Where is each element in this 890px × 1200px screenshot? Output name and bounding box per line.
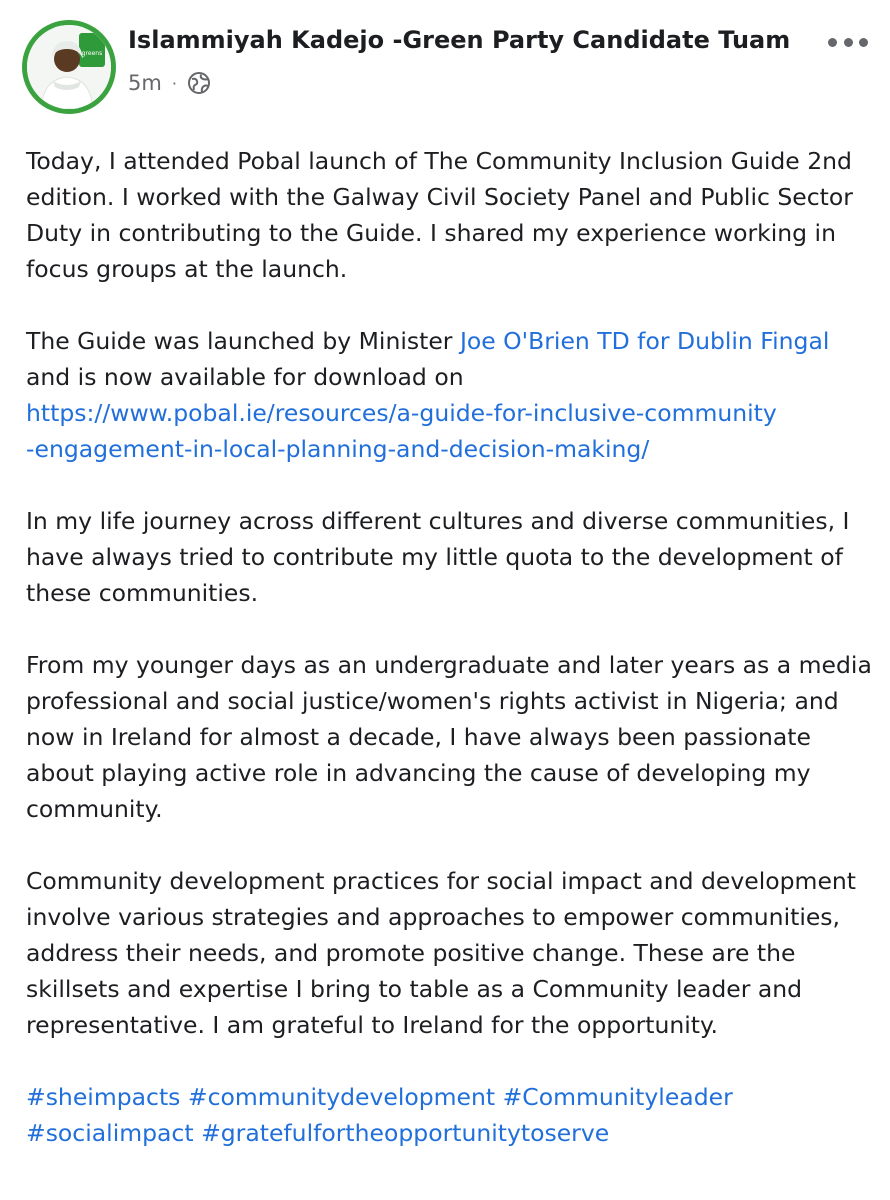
paragraph-guide-launch — [26, 323, 876, 467]
paragraph-text: and is now available for download on — [26, 363, 464, 391]
hashtag-link[interactable]: #gratefulfortheopportunitytoserve — [201, 1119, 610, 1147]
more-options-icon[interactable] — [828, 32, 868, 52]
hashtag-link[interactable]: #Communityleader — [502, 1083, 733, 1111]
post-header — [0, 0, 890, 120]
svg-text:greens: greens — [81, 50, 103, 57]
more-dot — [828, 38, 837, 47]
meta-separator: · — [171, 73, 177, 93]
post-body — [26, 143, 876, 1187]
globe-icon — [187, 71, 211, 95]
mention-link[interactable]: Joe O'Brien TD for Dublin Fingal — [459, 327, 830, 355]
hashtag-link[interactable]: #communitydevelopment — [187, 1083, 496, 1111]
more-dot — [859, 38, 868, 47]
author-name[interactable]: Islammiyah Kadejo -Green Party Candidate Tuam — [128, 26, 791, 54]
download-url-link[interactable]: https://www.pobal.ie/resources/a-guide-for-inclusive-community — [26, 399, 777, 427]
paragraph-text: The Guide was launched by Minister — [26, 327, 460, 355]
paragraph-life-journey: In my life journey across different cultures and diverse communities, I have always tried to contribute my little quota to the development of these communities. — [26, 507, 850, 607]
post-meta — [128, 68, 211, 98]
hashtag-link[interactable]: #socialimpact — [26, 1119, 194, 1147]
timestamp[interactable]: 5m — [128, 71, 162, 95]
hashtag-link[interactable]: #sheimpacts — [26, 1083, 181, 1111]
paragraph-community-development: Community development practices for social impact and development involve various strategies and approaches to empower communities, address their needs, and promote positive change. These are the skillsets and expertise I bring to table as a Community leader and representative. I am grateful to Ireland for the opportunity. — [26, 867, 857, 1039]
avatar[interactable] — [22, 20, 116, 114]
more-dot — [844, 38, 853, 47]
avatar-photo — [27, 25, 111, 109]
hashtags — [26, 1079, 876, 1151]
download-url-link-continued[interactable]: -engagement-in-local-planning-and-decision-making/ — [26, 435, 650, 463]
paragraph-intro: Today, I attended Pobal launch of The Community Inclusion Guide 2nd edition. I worked with the Galway Civil Society Panel and Public Sector Duty in contributing to the Guide. I shared my experience working in focus groups at the launch. — [26, 147, 853, 283]
paragraph-younger-days: From my younger days as an undergraduate and later years as a media professional and social justice/women's rights activist in Nigeria; and now in Ireland for almost a decade, I have always been passionate about playing active role in advancing the cause of developing my community. — [26, 651, 872, 823]
